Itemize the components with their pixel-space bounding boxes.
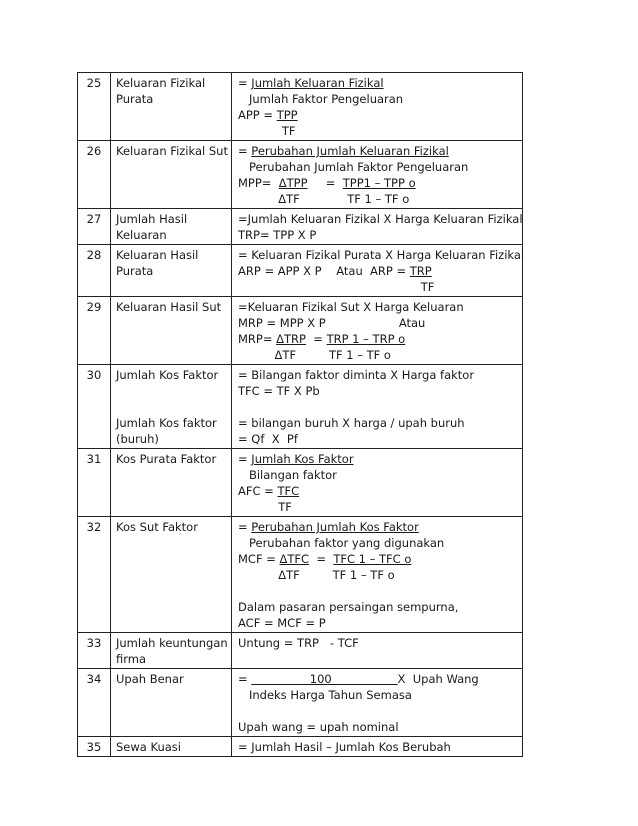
formula-numerator: ΔTRP	[276, 332, 306, 346]
term-name	[111, 633, 232, 669]
term-name	[111, 297, 232, 365]
formula-line	[238, 347, 522, 363]
table-row	[78, 141, 523, 209]
formula-text: =	[238, 520, 252, 534]
formula-text: MRP = MPP X P Atau	[238, 316, 426, 330]
formula-cell	[232, 633, 523, 669]
term-name-line: Jumlah Kos faktor	[116, 416, 217, 430]
formula-line	[238, 299, 522, 315]
term-name-line: Keluaran Fizikal Sut	[116, 144, 228, 158]
formula-cell	[232, 365, 523, 449]
formula-text: =	[238, 672, 252, 686]
formula-line	[238, 227, 522, 243]
table-row	[78, 517, 523, 633]
formula-line	[238, 415, 522, 431]
table-row	[78, 209, 523, 245]
formula-line	[238, 431, 522, 447]
formula-text: ΔTF TF 1 – TF o	[238, 192, 410, 206]
formula-text: Bilangan faktor	[238, 468, 337, 482]
formula-line	[238, 75, 522, 91]
row-number: 27	[78, 209, 111, 245]
formula-numerator: Perubahan Jumlah Keluaran Fizikal	[251, 144, 449, 158]
formula-line	[238, 703, 522, 719]
formula-text: ACF = MCF = P	[238, 616, 326, 630]
formula-line	[238, 739, 522, 755]
formula-line	[238, 687, 522, 703]
formula-text: TFC = TF X Pb	[238, 384, 320, 398]
formula-line	[238, 279, 522, 295]
term-name	[111, 449, 232, 517]
formula-text: =	[305, 332, 327, 346]
formula-numerator: Jumlah Keluaran Fizikal	[251, 76, 384, 90]
formula-text: MCF =	[238, 552, 280, 566]
formula-line	[238, 499, 522, 515]
term-name	[111, 669, 232, 737]
formula-text: Jumlah Faktor Pengeluaran	[238, 92, 404, 106]
formula-text: Untung = TRP - TCF	[238, 636, 359, 650]
term-name-line: Jumlah keuntungan	[116, 636, 228, 650]
term-name	[111, 209, 232, 245]
term-name-line: Purata	[116, 92, 154, 106]
formula-numerator: TFC 1 – TFC o	[333, 552, 412, 566]
formula-text: MRP=	[238, 332, 277, 346]
term-name-line: (buruh)	[116, 432, 159, 446]
formula-line	[238, 143, 522, 159]
term-name-line: Keluaran	[116, 228, 167, 242]
term-name	[111, 141, 232, 209]
term-name-line: Purata	[116, 264, 154, 278]
formula-line	[238, 615, 522, 631]
term-name-line	[116, 383, 231, 399]
formula-text: = bilangan buruh X harga / upah buruh	[238, 416, 465, 430]
formula-text: Upah wang = upah nominal	[238, 720, 399, 734]
table-row	[78, 633, 523, 669]
table-row	[78, 365, 523, 449]
formula-line	[238, 483, 522, 499]
formula-line	[238, 583, 522, 599]
row-number: 34	[78, 669, 111, 737]
formula-line	[238, 247, 525, 263]
formula-line	[238, 159, 522, 175]
formula-line	[238, 315, 522, 331]
formula-numerator: Perubahan Jumlah Kos Faktor	[251, 520, 419, 534]
formula-numerator: TPP1 – TPP o	[342, 176, 416, 190]
formula-line	[238, 599, 522, 615]
row-number: 25	[78, 73, 111, 141]
formula-text: TF	[238, 280, 435, 294]
formula-text: Perubahan Jumlah Faktor Pengeluaran	[238, 160, 469, 174]
formula-text: =	[307, 176, 343, 190]
formula-line	[238, 91, 522, 107]
formula-text: AFC =	[238, 484, 278, 498]
formula-text: X Upah Wang	[397, 672, 479, 686]
term-name-line: Keluaran Hasil Sut	[116, 300, 222, 314]
row-number: 30	[78, 365, 111, 449]
formula-line	[238, 399, 522, 415]
formula-text: = Bilangan faktor diminta X Harga faktor	[238, 368, 475, 382]
formula-numerator: TRP	[409, 264, 432, 278]
table-row	[78, 245, 523, 297]
row-number: 35	[78, 737, 111, 757]
formula-cell	[232, 141, 523, 209]
formula-text: APP =	[238, 108, 277, 122]
term-name	[111, 73, 232, 141]
formula-line	[238, 191, 522, 207]
table-row	[78, 737, 523, 757]
formula-text: = Keluaran Fizikal Purata X Harga Keluaran Fizikal	[238, 248, 525, 262]
formula-table-body	[78, 73, 523, 757]
row-number: 29	[78, 297, 111, 365]
formula-text: = Qf X Pf	[238, 432, 298, 446]
formula-cell	[232, 245, 523, 297]
formula-line	[238, 383, 522, 399]
formula-line	[238, 671, 522, 687]
formula-numerator: ΔTFC	[279, 552, 310, 566]
term-name-line: Keluaran Fizikal	[116, 76, 206, 90]
formula-text: MPP=	[238, 176, 279, 190]
term-name-line	[116, 399, 231, 415]
formula-line	[238, 635, 522, 651]
formula-numerator: TPP	[276, 108, 298, 122]
formula-cell	[232, 737, 523, 757]
table-row	[78, 669, 523, 737]
formula-cell	[232, 517, 523, 633]
table-row	[78, 449, 523, 517]
term-name	[111, 365, 232, 449]
table-row	[78, 297, 523, 365]
formula-line	[238, 551, 522, 567]
term-name-line: Upah Benar	[116, 672, 184, 686]
formula-line	[238, 719, 522, 735]
formula-text: = Jumlah Hasil – Jumlah Kos Berubah	[238, 740, 451, 754]
term-name	[111, 737, 232, 757]
term-name-line: Kos Purata Faktor	[116, 452, 217, 466]
row-number: 33	[78, 633, 111, 669]
row-number: 26	[78, 141, 111, 209]
formula-text: =	[309, 552, 334, 566]
formula-text: ΔTF TF 1 – TF o	[238, 348, 391, 362]
formula-line	[238, 175, 522, 191]
formula-text: TF	[238, 500, 292, 514]
formula-text: Indeks Harga Tahun Semasa	[238, 688, 412, 702]
formula-numerator: TRP 1 – TRP o	[326, 332, 406, 346]
term-name-line: Kos Sut Faktor	[116, 520, 198, 534]
formula-line	[238, 331, 522, 347]
formula-numerator: 100	[251, 672, 398, 686]
formula-line	[238, 567, 522, 583]
formula-numerator: Jumlah Kos Faktor	[251, 452, 354, 466]
formula-cell	[232, 73, 523, 141]
term-name-line: Keluaran Hasil	[116, 248, 199, 262]
term-name-line: Jumlah Kos Faktor	[116, 368, 219, 382]
formula-cell	[232, 209, 523, 245]
formula-cell	[232, 669, 523, 737]
term-name-line: firma	[116, 652, 147, 666]
term-name-line: Sewa Kuasi	[116, 740, 181, 754]
formula-text: =	[238, 452, 252, 466]
table-row	[78, 73, 523, 141]
term-name-line: Jumlah Hasil	[116, 212, 188, 226]
formula-numerator: TFC	[277, 484, 300, 498]
formula-line	[238, 451, 522, 467]
term-name	[111, 245, 232, 297]
formula-line	[238, 651, 522, 667]
formula-text: =	[238, 76, 252, 90]
row-number: 28	[78, 245, 111, 297]
row-number: 31	[78, 449, 111, 517]
formula-text: TF	[238, 124, 296, 138]
formula-text: ARP = APP X P Atau ARP =	[238, 264, 410, 278]
row-number: 32	[78, 517, 111, 633]
formula-line	[238, 107, 522, 123]
formula-line	[238, 263, 522, 279]
formula-text: ΔTF TF 1 – TF o	[238, 568, 395, 582]
formula-line	[238, 367, 522, 383]
term-name	[111, 517, 232, 633]
formula-numerator: ΔTPP	[278, 176, 308, 190]
formula-cell	[232, 297, 523, 365]
formula-line	[238, 123, 522, 139]
formula-text: Dalam pasaran persaingan sempurna,	[238, 600, 459, 614]
formula-text: =Jumlah Keluaran Fizikal X Harga Keluaran Fizikal	[238, 212, 523, 226]
formula-line	[238, 467, 522, 483]
formula-text: TRP= TPP X P	[238, 228, 317, 242]
formula-line	[238, 519, 522, 535]
formula-cell	[232, 449, 523, 517]
formula-line	[238, 211, 522, 227]
formula-text: =	[238, 144, 252, 158]
formula-text: Perubahan faktor yang digunakan	[238, 536, 445, 550]
formula-line	[238, 535, 522, 551]
formula-text: =Keluaran Fizikal Sut X Harga Keluaran	[238, 300, 464, 314]
formula-table	[77, 72, 523, 757]
